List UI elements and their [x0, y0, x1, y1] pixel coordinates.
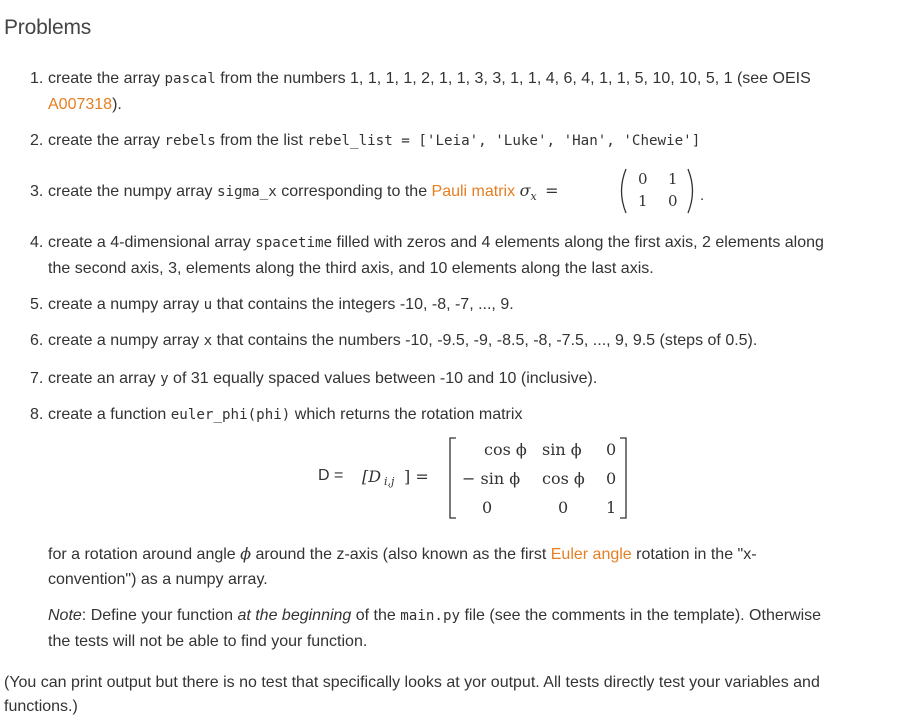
sigma-symbol: σ: [519, 181, 531, 200]
problem-number: 2.: [30, 132, 44, 149]
matrix-cell: 0: [558, 498, 569, 517]
problem-1: 1. create the array pascal from the numbers 1, 1, 1, 1, 2, 1, 1, 3, 3, 1, 1, 4, 6, 4, 1, 1, 5, 10, 10, 5, 1 (see OEIS A007318).: [30, 66, 889, 117]
pauli-matrix: 0 1 1 0 .: [616, 165, 708, 217]
code-rebels: rebels: [164, 133, 216, 149]
matrix-cell: 0: [482, 498, 493, 517]
problem-number: 1.: [30, 70, 44, 87]
problem-number: 3.: [30, 183, 44, 200]
problem-text: create the array: [48, 70, 165, 87]
footer-note: (You can print output but there is no test that specifically looks at yor output. All tests directly test your variables and functions.): [4, 674, 820, 715]
code-u: u: [203, 297, 213, 313]
code-euler-phi: euler_phi(phi): [170, 407, 291, 423]
problem-number: 7.: [30, 370, 44, 387]
code-x: x: [203, 333, 213, 349]
rotation-matrix-equation: D = [D i,j ] = cos ϕ sin ϕ 0 − sin ϕ cos ϕ 0 0 0 1: [300, 430, 640, 526]
matrix-cell: 0: [606, 440, 617, 459]
problem-2: 2. create the array rebels from the list rebel_list = ['Leia', 'Luke', 'Han', 'Chewie']: [30, 128, 889, 154]
problem-8-note: Note: Define your function at the beginning of the main.py file (see the comments in the template). Otherwise the tests will not be able to find your function.: [48, 607, 822, 650]
code-sigma-x: sigma_x: [216, 184, 277, 200]
problem-number: 6.: [30, 332, 44, 349]
problem-7: 7. create an array y of 31 equally spaced values between -10 and 10 (inclusive).: [30, 366, 889, 392]
matrix-parentheses: [616, 165, 708, 217]
page-title: Problems: [4, 16, 92, 39]
matrix-cell: 0: [638, 170, 648, 188]
problem-6: 6. create a numpy array x that contains the numbers -10, -9.5, -9, -8.5, -8, -7.5, ..., 9, 9.5 (steps of 0.5).: [30, 328, 889, 354]
problem-number: 4.: [30, 234, 44, 251]
matrix-cell: 1: [668, 170, 678, 188]
matrix-cell: 1: [638, 192, 648, 210]
problem-5: 5. create a numpy array u that contains the integers -10, -8, -7, ..., 9.: [30, 292, 889, 318]
problem-number: 8.: [30, 406, 44, 423]
code-spacetime: spacetime: [255, 235, 333, 251]
code-y: y: [160, 371, 169, 387]
code-rebel-list: rebel_list = ['Leia', 'Luke', 'Han', 'Chewie']: [307, 133, 701, 149]
problem-number: 5.: [30, 296, 44, 313]
matrix-cell: 0: [668, 192, 678, 210]
matrix-cell: − sin ϕ: [462, 469, 521, 488]
problem-4: 4. create a 4-dimensional array spacetime filled with zeros and 4 elements along the first axis, 2 elements along the second axis, 3, elements along the third axis, and 10 elements along the last axis.: [30, 230, 889, 281]
matrix-cell: 0: [606, 469, 617, 488]
oeis-link[interactable]: A007318: [48, 96, 113, 113]
euler-angle-link[interactable]: Euler angle: [550, 546, 632, 563]
matrix-cell: cos ϕ: [484, 440, 527, 459]
phi-symbol: ϕ: [240, 544, 252, 563]
code-pascal: pascal: [164, 71, 216, 87]
code-main-py: main.py: [400, 608, 461, 624]
matrix-cell: cos ϕ: [542, 469, 585, 488]
matrix-cell: 1: [606, 498, 617, 517]
problem-text: from the numbers 1, 1, 1, 1, 2, 1, 1, 3, 3, 1, 1, 4, 6, 4, 1, 1, 5, 10, 10, 5, 1 (see OEIS: [215, 70, 811, 87]
pauli-matrix-link[interactable]: Pauli matrix: [431, 183, 516, 200]
problem-3: 3. create the numpy array sigma_x corresponding to the Pauli matrix $\sigma_x$ =: [30, 181, 559, 204]
problem-8-description: for a rotation around angle ϕ around the z-axis (also known as the first Euler angle rotation in the "x- convention") as a numpy array.: [48, 544, 757, 588]
matrix-cell: sin ϕ: [542, 440, 582, 459]
equation-lhs: D =: [318, 467, 344, 484]
note-label: Note: [48, 607, 82, 624]
problem-8: 8. create a function euler_phi(phi) which returns the rotation matrix: [30, 402, 889, 428]
